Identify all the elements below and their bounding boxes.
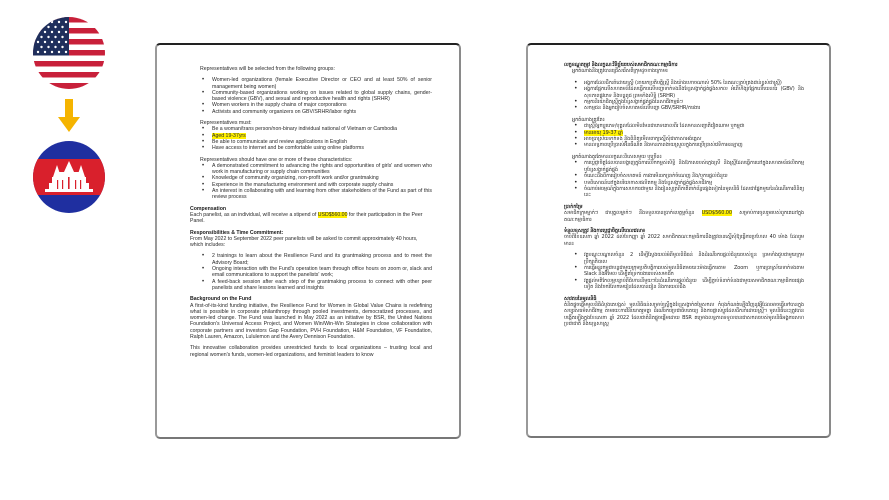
- khmer-document-page: [526, 43, 831, 438]
- english-document-page: [155, 43, 461, 439]
- khmer-responsibilities-intro: ចាប់ពីខែឧសភា ឆ្នាំ 2022 ដល់ខែកញ្ញា ឆ្នាំ 2022 សមាជិកគណៈកម្មាធិការនឹងត្រូវបានស្នើសុំឱ្យធ្វើការប្រហែល 40 ម៉ោង ដែលរួមមាន៖: [564, 234, 804, 247]
- language-direction-indicator: [0, 0, 150, 230]
- list-item: • វគ្គផ្តល់មតិកែលម្អបន្ទាប់ពីជំហាននីមួយៗនៃដំណើរការផ្តល់ជំនួយ ដើម្បីភ្ជាប់ទំនាក់ទំនងជាមួយសមាជិកគណៈកម្មាធិការផ្សេងទៀត និងចែករំលែកមេរៀនដែលបានរៀន និងការយល់ដឹង: [572, 278, 804, 291]
- united-states-flag-icon: [33, 17, 105, 89]
- list-item: • An interest in collaborating with and learning from other stakeholders of the Fund as part of this review process: [200, 188, 432, 201]
- background-text: A first-of-its-kind funding initiative, the Resilience Fund for Women in Global Value Chains is redefining what is possible in corporate philanthropy through pooled investments, democratized processes, and women-led change. The Fund was launched in May 2022 as an initiative by BSR, the United Nations Foundation's Universal Access Project, and Women Win/Win-Win Strategies in close collaboration with corporate partners and investors Gap Foundation, PVH Foundation, H&M Foundation, VF Foundation, Ralph Lauren, Amazon, Lululemon and the Avery Dennison Foundation.: [190, 302, 432, 340]
- highlighted-age-range: មានអាយុ 19-37 ឆ្នាំ: [584, 129, 623, 136]
- khmer-title: លក្ខខណ្ឌតម្រូវ និងលក្ខណៈវិនិច្ឆ័យរបស់សមាជិកគណៈកម្មាធិការ: [564, 62, 678, 68]
- khmer-groups-intro: អ្នកតំណាងនឹងត្រូវបានជ្រើសរើសពីក្រុមដូចខាងក្រោម៖: [572, 68, 668, 75]
- list-item: • ការប្តេជ្ញាចិត្តដែលបានបង្ហាញក្នុងការលើកកម្ពស់សិទ្ធិ និងឱកាសរបស់ក្មេងស្រី និងស្ត្រីដែលធ្វើការនៅក្នុងសហគមន៍ផលិតកម្ម ឬខ្សែសង្វាក់ផ្គត់ផ្គង់: [572, 160, 804, 173]
- list-item: • A feed-back session after each step of the grantmaking process to connect with other peer panelists and share lessons learned and insights: [200, 279, 432, 292]
- list-item: • Have access to internet and be comfortable using online platforms: [200, 145, 432, 151]
- khmer-compensation-text: សមាជិកក្រុមម្នាក់ៗ ជាបុគ្គលម្នាក់ៗ នឹងទទួលបានប្រាក់ឧបត្ថម្ភចំនួន USD$560.00 សម្រាប់ការចូលរួមរបស់ពួកគេនៅក្នុងគណៈកម្មាធិការ: [564, 210, 804, 223]
- list-item: • 2 trainings to learn about the Resilience Fund and its grantmaking process and to meet the Advisory Board;: [200, 253, 432, 266]
- must-list: [200, 126, 432, 151]
- list-item: • ចំណេះដឹងពីការរៀបចំសហគមន៍ ការងារមិនរកប្រាក់ចំណេញ និង/ឬការផ្តល់ជំនួយ: [572, 173, 804, 179]
- list-item: • អង្គការផ្អែកលើសហគមន៍ដែលធ្វើការលើបញ្ហាទាក់ទងនឹងខ្សែសង្វាក់ផ្គត់ផ្គង់សកល អំពើហិង្សាផ្អែកលើយេនឌ័រ (GBV) និងសុខភាពផ្លូវភេទ និងបន្តពូជ ព្រមទាំងសិទ្ធិ (SRHR): [572, 86, 804, 99]
- groups-intro: Representatives will be selected from the following groups:: [200, 66, 335, 72]
- list-item: • Activists and community organizers on GBV/SRHR/labor rights: [200, 109, 432, 115]
- list-item: • Be able to communicate and review applications in English: [200, 139, 432, 145]
- responsibilities-heading: Responsibilities & Time Commitment:: [190, 229, 284, 236]
- responsibilities-list: [200, 253, 432, 291]
- highlighted-age-range: Aged 19-37yrs: [212, 132, 246, 139]
- list-item: • A demonstrated commitment to advancing the rights and opportunities of girls' and women who work in manufacturing or supply chain communities: [200, 163, 432, 176]
- list-item: • វគ្គបណ្តុះបណ្តាលចំនួន 2 ដើម្បីស្វែងយល់អំពីមូលនិធិធន់ និងដំណើរការផ្តល់ជំនួយរបស់ខ្លួន ព្រមទាំងជួបជាមួយក្រុមប្រឹក្សាភិបាល: [572, 252, 804, 265]
- should-intro: Representatives should have one or more of these characteristics:: [200, 156, 353, 163]
- list-item: • ជាស្ត្រី/អ្នកប្តូរភេទ/បុគ្គលដែលមិនមែនជាភេទគោលពីរ ដែលមានសញ្ជាតិវៀតណាម ឬកម្ពុជា: [572, 123, 804, 129]
- list-item: • មានលទ្ធភាពប្រើប្រាស់អ៊ីនធឺណិត និងមានភាពងាយស្រួលក្នុងការប្រើប្រាស់វេទិកាអនឡាញ: [572, 142, 804, 148]
- list-item: • បទពិសោធន៍នៅក្នុងបរិយាកាសផលិតកម្ម និងខ្សែសង្វាក់ផ្គត់ផ្គង់សាជីវកម្ម: [572, 180, 804, 186]
- khmer-compensation-heading: ប្រាក់កម្រៃ: [564, 203, 583, 210]
- list-item: • Be a woman/trans person/non-binary individual national of Vietnam or Cambodia: [200, 126, 432, 132]
- cambodia-flag-icon: [33, 141, 105, 213]
- highlighted-stipend-amount: USD$560.00: [701, 210, 732, 217]
- list-item: • សកម្មជន និងអ្នករៀបចំសហគមន៍លើបញ្ហា GBV/SRHR/ការងារ: [572, 105, 804, 111]
- khmer-must-list: [564, 123, 804, 149]
- khmer-background-heading: សាវតារនៃមូលនិធិ: [564, 295, 597, 302]
- compensation-heading: Compensation: [190, 205, 227, 212]
- arrow-down-icon: [58, 99, 80, 133]
- list-item: • ចំណាប់អារម្មណ៍ក្នុងការសហការជាមួយ និងរៀនសូត្រពីភាគីពាក់ព័ន្ធផ្សេងទៀតនៃមូលនិធិ ដែលជាផ្នែកមួយនៃដំណើរការពិនិត្យនេះ: [572, 186, 804, 199]
- list-item: • Ongoing interaction with the Fund's operation team through office hours on zoom or, slack and email communications to support the panelists' work;: [200, 266, 432, 279]
- khmer-groups-list: [564, 80, 804, 112]
- groups-list: [200, 77, 432, 115]
- should-list: [200, 163, 432, 201]
- highlighted-stipend-amount: USD$560.00: [317, 211, 348, 218]
- compensation-text: Each panelist, as an individual, will receive a stipend of USD$560.00 for their participation in the Peer Panel.: [190, 211, 423, 225]
- list-item: • អង្គការដែលដឹកនាំដោយស្ត្រី (នាយកប្រតិបត្តិស្ត្រី និងយ៉ាងហោចណាស់ 50% នៃគណៈគ្រប់គ្រងជាន់ខ្ពស់ជាស្ត្រី): [572, 80, 804, 86]
- must-intro: Representatives must:: [200, 120, 252, 127]
- list-item: • អាចប្រាស្រ័យទាក់ទង និងពិនិត្យមើលពាក្យស្នើសុំជាភាសាអង់គ្លេស: [572, 136, 804, 142]
- closing-text: This innovative collaboration provides unrestricted funds to local organizations – trusting local and regional women's funds, women-led organizations, and feminist leaders to know: [190, 345, 432, 358]
- khmer-responsibilities-heading: ទំនួលខុសត្រូវ និងការប្តេជ្ញាចិត្តលើពេលវេលា៖: [564, 227, 645, 234]
- list-item: • Women workers in the supply chains of major corporations: [200, 102, 432, 108]
- khmer-should-intro: អ្នកតំណាងគួរតែមានលក្ខណៈពិសេសមួយ ឬច្រើន៖: [572, 153, 662, 160]
- responsibilities-intro: From May 2022 to September 2022 peer panelists will be asked to commit approximately 40 hours, which includes:: [190, 235, 418, 249]
- list-item: • Women-led organizations (female Executive Director or CEO and at least 50% of senior management being women): [200, 77, 432, 90]
- list-item: • Knowledge of community organizing, non-profit work and/or grantmaking: [200, 175, 432, 181]
- list-item: • កម្មករនិយោជិតស្ត្រីក្នុងខ្សែសង្វាក់ផ្គត់ផ្គង់នៃសាជីវកម្មធំៗ: [572, 99, 804, 105]
- list-item: • ការធ្វើអន្តរកម្មជាបន្តជាមួយក្រុមប្រតិបត្តិការរបស់មូលនិធិតាមរយៈម៉ោងធ្វើការតាម Zoom ឬការប្រាស្រ័យទាក់ទងតាម Slack និងអ៊ីមែល ដើម្បីគាំទ្រការងាររបស់សមាជិក: [572, 265, 804, 278]
- khmer-should-list: [564, 160, 804, 198]
- background-heading: Background on the Fund: [190, 296, 252, 303]
- list-item: • Experience in the manufacturing environment and with corporate supply chains: [200, 182, 432, 188]
- khmer-responsibilities-list: [564, 252, 804, 290]
- list-item: • Community-based organizations working on issues related to global supply chains, gender-based violence (GBV), and sexual and reproductive health and rights (SRHR): [200, 90, 432, 103]
- khmer-must-intro: អ្នកតំណាងត្រូវតែ៖: [572, 116, 605, 123]
- khmer-background-text: គំនិតផ្តួចផ្តើមមូលនិធិដំបូងគេបង្អស់ មូលនិធិធន់សម្រាប់ស្ត្រីក្នុងខ្សែសង្វាក់តម្លៃសកល កំពុងកំណត់ឡើងវិញនូវអ្វីដែលអាចធ្វើទៅបានក្នុងសប្បុរសធម៌សាជីវកម្ម តាមរយៈការវិនិយោគរួមគ្នា ដំណើរការប្រជាធិបតេយ្យ និងការផ្លាស់ប្តូរដែលដឹកនាំដោយស្ត្រី។ មូលនិធិនេះត្រូវបានបង្កើតឡើងក្នុងខែឧសភា ឆ្នាំ 2022 ដែលជាគំនិតផ្តួចផ្តើមដោយ BSR គម្រោងលទ្ធភាពទទួលបានជាសកលរបស់មូលនិធិអង្គការសហប្រជាជាតិ និងយុទ្ធសាស្ត្រ: [564, 302, 804, 328]
